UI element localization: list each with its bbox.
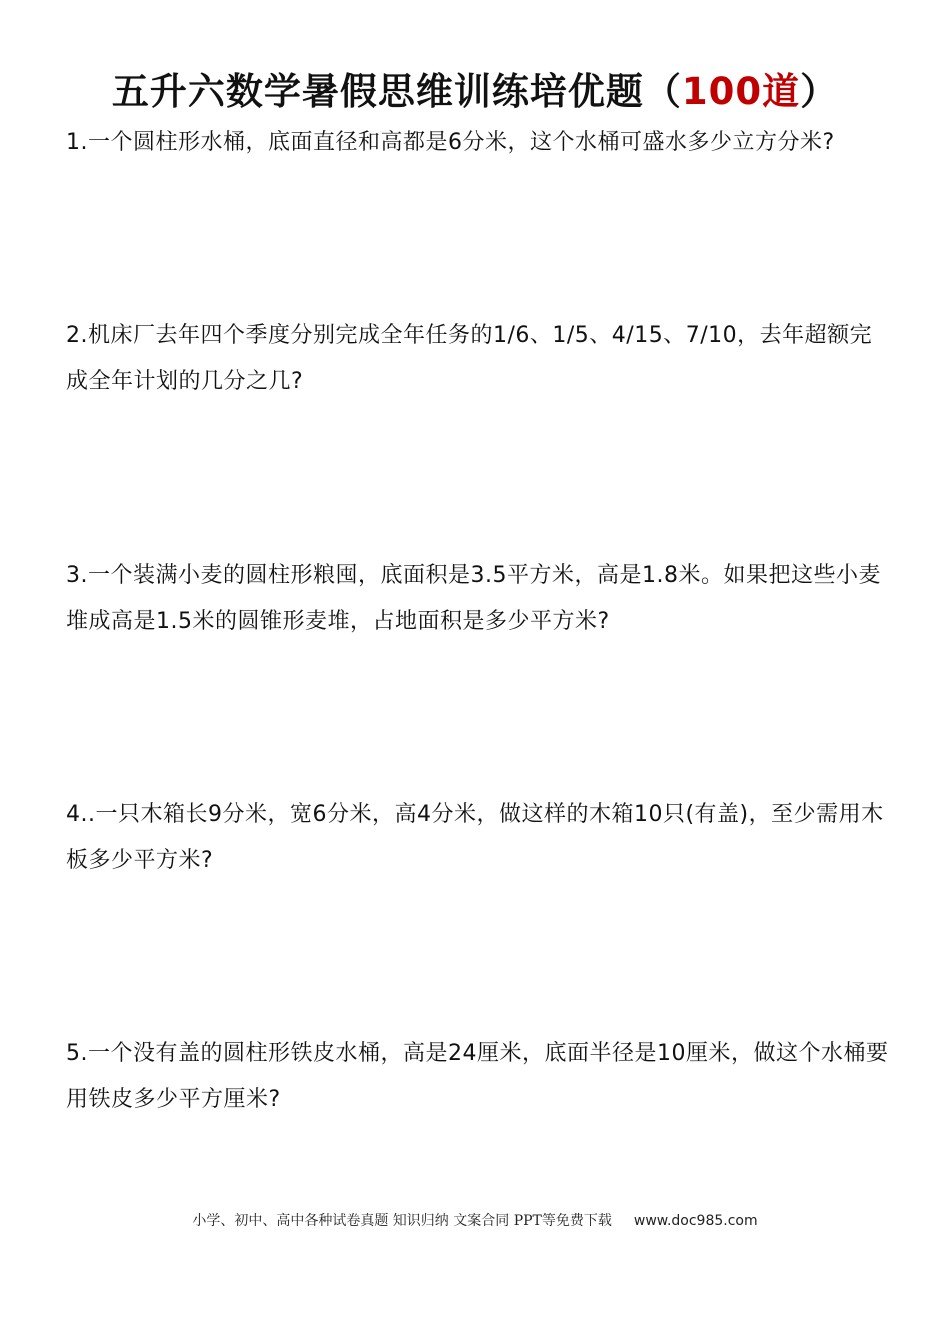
question-5: 5.一个没有盖的圆柱形铁皮水桶，高是24厘米，底面半径是10厘米，做这个水桶要用铁皮多少平方厘米? xyxy=(66,1041,889,1112)
page-title xyxy=(0,66,950,118)
title-count: 100道 xyxy=(681,70,801,113)
title-main: 五升六数学暑假思维训练培优题 xyxy=(111,70,644,113)
footer xyxy=(0,1210,950,1230)
footer-site-link[interactable]: www.doc985.com xyxy=(633,1213,758,1229)
question-1: 1.一个圆柱形水桶，底面直径和高都是6分米，这个水桶可盛水多少立方分米? xyxy=(66,130,835,155)
question-3: 3.一个装满小麦的圆柱形粮囤，底面积是3.5平方米，高是1.8米。如果把这些小麦堆成高是1.5米的圆锥形麦堆，占地面积是多少平方米? xyxy=(66,563,881,634)
footer-text: 小学、初中、高中各种试卷真题 知识归纳 文案合同 PPT等免费下载 xyxy=(192,1213,612,1229)
title-paren-close: ） xyxy=(800,70,839,113)
question-2: 2.机床厂去年四个季度分别完成全年任务的1/6、1/5、4/15、7/10，去年超额完成全年计划的几分之几? xyxy=(66,323,873,394)
question-4: 4..一只木箱长9分米，宽6分米，高4分米，做这样的木箱10只(有盖)，至少需用木板多少平方米? xyxy=(66,802,884,873)
title-paren-open: （ xyxy=(643,70,682,113)
